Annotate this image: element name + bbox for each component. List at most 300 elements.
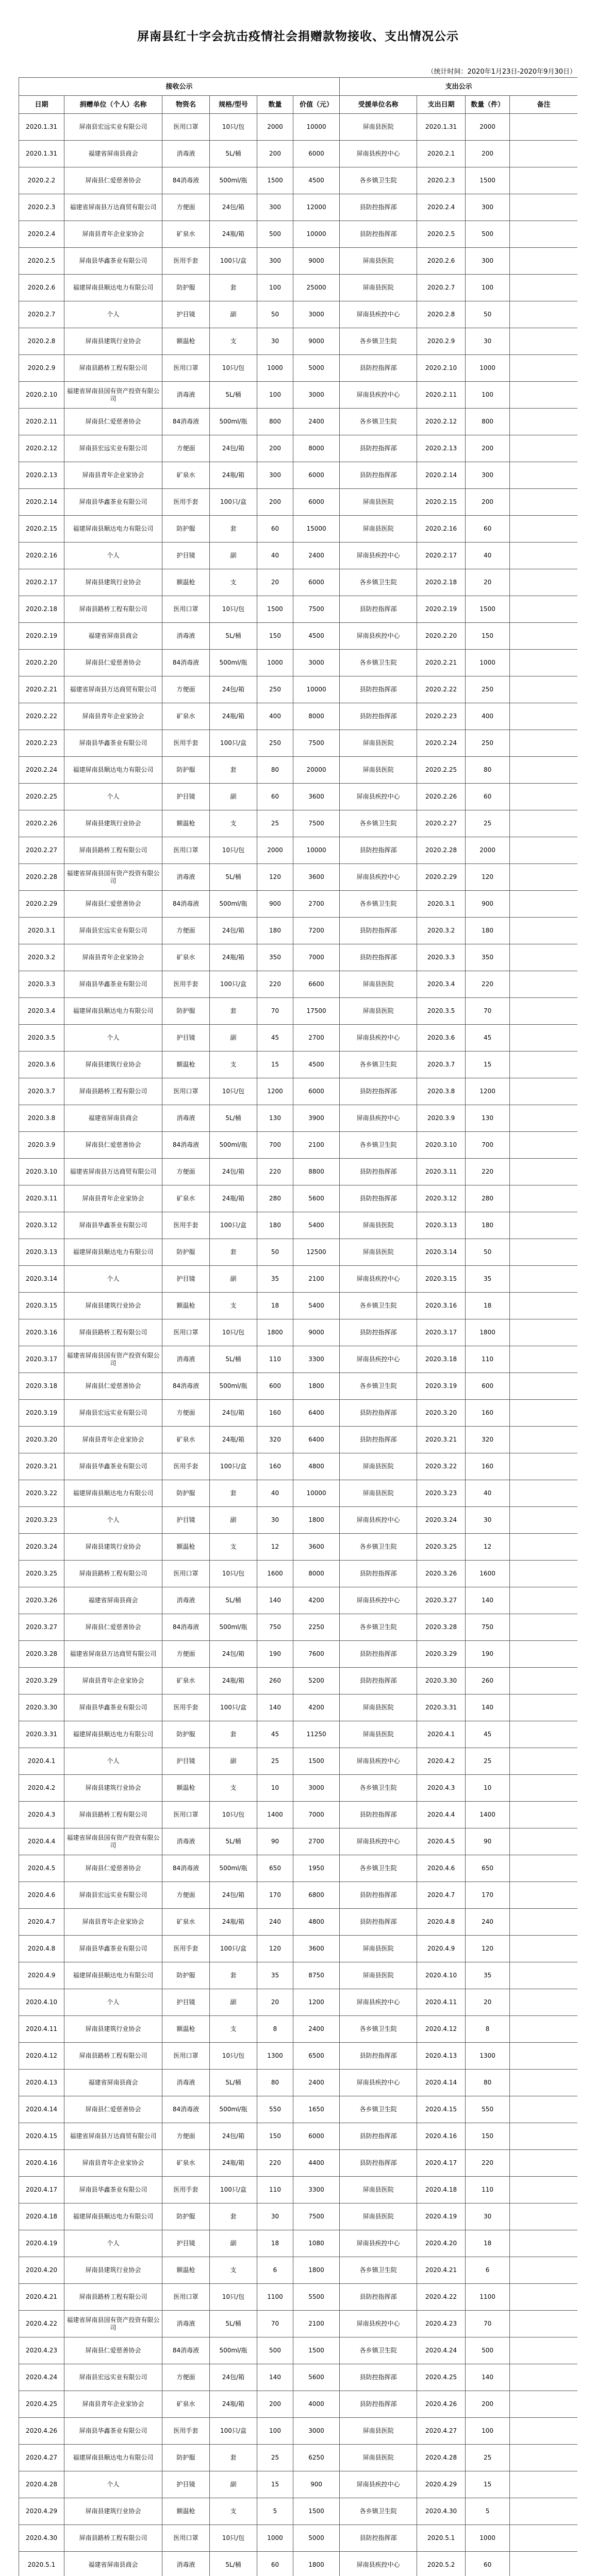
table-cell: 40 <box>257 543 293 569</box>
table-row <box>19 2204 578 2230</box>
table-cell: 2020.4.22 <box>417 2284 466 2311</box>
table-cell: 2020.3.19 <box>19 1400 64 1427</box>
table-cell: 2020.4.15 <box>19 2123 64 2150</box>
table-cell: 屏南县医院 <box>340 1694 417 1721</box>
table-cell: 40 <box>466 1480 510 1507</box>
table-cell: 2020.5.2 <box>417 2552 466 2576</box>
table-cell: 2020.3.1 <box>417 891 466 918</box>
table-cell: 2020.2.9 <box>19 355 64 382</box>
table-cell: 7200 <box>293 918 340 944</box>
table-cell: 2020.4.20 <box>417 2230 466 2257</box>
table-cell: 300 <box>257 194 293 221</box>
table-row <box>19 1319 578 1346</box>
table-row <box>19 918 578 944</box>
table-row <box>19 944 578 971</box>
table-cell: 医用手套 <box>162 1694 210 1721</box>
table-cell: 2020.4.12 <box>19 2043 64 2070</box>
table-cell <box>510 2123 577 2150</box>
table-cell: 5L/桶 <box>210 2070 257 2096</box>
table-cell: 30 <box>466 328 510 355</box>
table-cell: 100只/盒 <box>210 1694 257 1721</box>
table-cell: 5 <box>466 2498 510 2525</box>
table-cell <box>510 1480 577 1507</box>
table-row <box>19 730 578 757</box>
table-row <box>19 2284 578 2311</box>
table-cell: 100只/盒 <box>210 2418 257 2445</box>
table-cell: 套 <box>210 1480 257 1507</box>
table-row <box>19 1185 578 1212</box>
table-cell <box>510 516 577 543</box>
table-cell: 2020.4.18 <box>19 2204 64 2230</box>
table-cell: 84消毒液 <box>162 1614 210 1641</box>
table-cell: 4200 <box>293 1587 340 1614</box>
table-cell: 1800 <box>257 1319 293 1346</box>
table-cell: 15 <box>466 1052 510 1078</box>
table-cell: 100 <box>466 275 510 301</box>
table-cell: 900 <box>466 891 510 918</box>
table-cell: 屏南县仁爱慈善协会 <box>64 1373 162 1400</box>
table-cell: 医用口罩 <box>162 1802 210 1828</box>
table-cell: 2020.4.23 <box>19 2337 64 2364</box>
table-cell: 600 <box>257 1373 293 1400</box>
table-cell: 额温枪 <box>162 810 210 837</box>
table-cell: 医用手套 <box>162 1453 210 1480</box>
table-cell: 消毒液 <box>162 2070 210 2096</box>
table-cell: 防护服 <box>162 998 210 1025</box>
table-cell <box>510 1882 577 1909</box>
table-row <box>19 2525 578 2552</box>
table-cell: 500ml/瓶 <box>210 1855 257 1882</box>
table-cell: 2020.3.10 <box>417 1132 466 1159</box>
table-cell: 支 <box>210 328 257 355</box>
table-cell: 200 <box>257 141 293 167</box>
table-cell: 2020.2.19 <box>417 596 466 623</box>
column-header: 物资名 <box>162 96 210 114</box>
table-cell: 2020.2.7 <box>19 301 64 328</box>
table-cell <box>510 944 577 971</box>
table-cell: 24瓶/箱 <box>210 944 257 971</box>
table-cell: 屏南县路桥工程有限公司 <box>64 596 162 623</box>
table-cell <box>510 730 577 757</box>
table-cell: 100 <box>466 2418 510 2445</box>
table-cell <box>510 1427 577 1453</box>
table-cell: 2020.4.16 <box>19 2150 64 2177</box>
table-cell: 1000 <box>257 2525 293 2552</box>
table-cell: 900 <box>293 2471 340 2498</box>
table-cell: 9000 <box>293 1319 340 1346</box>
table-cell <box>510 167 577 194</box>
table-row <box>19 1828 578 1855</box>
table-cell: 矿泉水 <box>162 1427 210 1453</box>
table-cell: 30 <box>257 2204 293 2230</box>
table-row <box>19 2177 578 2204</box>
table-cell: 屏南县疾控中心 <box>340 2230 417 2257</box>
table-cell: 140 <box>466 1587 510 1614</box>
table-cell: 1800 <box>293 2552 340 2576</box>
table-cell: 医用口罩 <box>162 596 210 623</box>
table-row <box>19 167 578 194</box>
table-cell: 15 <box>257 2471 293 2498</box>
table-cell: 2020.3.27 <box>417 1587 466 1614</box>
table-cell <box>510 2177 577 2204</box>
table-cell: 屏南县医院 <box>340 757 417 784</box>
table-cell: 2020.4.30 <box>19 2525 64 2552</box>
table-cell <box>510 1694 577 1721</box>
table-cell: 各乡镇卫生院 <box>340 569 417 596</box>
table-cell: 80 <box>257 2070 293 2096</box>
table-cell: 防护服 <box>162 275 210 301</box>
table-cell: 2020.2.8 <box>417 301 466 328</box>
table-cell: 35 <box>466 1266 510 1293</box>
table-cell: 5L/桶 <box>210 1587 257 1614</box>
table-cell: 县防控指挥部 <box>340 1185 417 1212</box>
table-cell: 2020.3.17 <box>19 1346 64 1373</box>
table-cell: 屏南县仁爱慈善协会 <box>64 1614 162 1641</box>
table-cell: 2020.4.23 <box>417 2311 466 2337</box>
table-cell: 屏南县仁爱慈善协会 <box>64 167 162 194</box>
table-cell: 2020.2.5 <box>19 248 64 275</box>
table-cell: 屏南县疾控中心 <box>340 2311 417 2337</box>
table-row <box>19 1346 578 1373</box>
table-row <box>19 2418 578 2445</box>
table-cell: 套 <box>210 275 257 301</box>
table-row <box>19 1775 578 1802</box>
table-cell: 2020.2.27 <box>417 810 466 837</box>
table-cell: 2020.2.26 <box>19 810 64 837</box>
table-cell: 屏南县华鑫茶业有限公司 <box>64 1212 162 1239</box>
table-cell: 100只/盒 <box>210 971 257 998</box>
table-cell: 屏南县仁爱慈善协会 <box>64 2096 162 2123</box>
table-cell: 套 <box>210 2445 257 2471</box>
table-cell: 50 <box>257 1239 293 1266</box>
table-cell <box>510 1989 577 2016</box>
table-cell: 12 <box>466 1534 510 1561</box>
table-cell: 2020.3.11 <box>19 1185 64 1212</box>
table-cell: 1000 <box>466 650 510 676</box>
table-cell: 2020.5.1 <box>19 2552 64 2576</box>
table-cell: 24包/箱 <box>210 676 257 703</box>
column-header: 规格/型号 <box>210 96 257 114</box>
table-cell: 15 <box>257 1052 293 1078</box>
table-cell: 10只/包 <box>210 1802 257 1828</box>
table-cell: 2020.4.5 <box>19 1855 64 1882</box>
table-cell: 10 <box>257 1775 293 1802</box>
table-cell: 个人 <box>64 784 162 810</box>
table-cell: 24瓶/箱 <box>210 2391 257 2418</box>
table-cell: 2020.3.12 <box>19 1212 64 1239</box>
table-cell: 2020.2.11 <box>417 382 466 409</box>
table-cell: 各乡镇卫生院 <box>340 2096 417 2123</box>
table-cell: 屏南县建筑行业协会 <box>64 569 162 596</box>
table-cell: 2020.2.28 <box>19 864 64 891</box>
table-row <box>19 998 578 1025</box>
table-cell: 6 <box>466 2257 510 2284</box>
table-cell: 3600 <box>293 864 340 891</box>
table-cell: 5600 <box>293 1185 340 1212</box>
table-cell: 120 <box>257 864 293 891</box>
table-cell: 100只/盒 <box>210 1936 257 1962</box>
table-cell: 2020.3.11 <box>417 1159 466 1185</box>
table-cell: 消毒液 <box>162 1105 210 1132</box>
table-cell: 2250 <box>293 1614 340 1641</box>
table-cell: 套 <box>210 1239 257 1266</box>
table-cell: 2020.3.31 <box>19 1721 64 1748</box>
table-cell: 84消毒液 <box>162 891 210 918</box>
table-cell <box>510 1052 577 1078</box>
table-cell: 2020.3.14 <box>19 1266 64 1293</box>
table-cell: 130 <box>257 1105 293 1132</box>
table-cell: 1950 <box>293 1855 340 1882</box>
table-cell: 护目镜 <box>162 301 210 328</box>
table-cell: 支 <box>210 2498 257 2525</box>
table-cell: 福建屏南县顺达电力有限公司 <box>64 757 162 784</box>
table-cell: 500ml/瓶 <box>210 650 257 676</box>
table-cell: 支 <box>210 1052 257 1078</box>
table-cell: 2020.4.17 <box>417 2150 466 2177</box>
table-cell: 各乡镇卫生院 <box>340 1293 417 1319</box>
table-cell: 2700 <box>293 1025 340 1052</box>
table-cell: 屏南县疾控中心 <box>340 2070 417 2096</box>
table-cell: 医用手套 <box>162 489 210 516</box>
table-cell: 45 <box>466 1721 510 1748</box>
table-cell: 6400 <box>293 1400 340 1427</box>
table-row <box>19 248 578 275</box>
table-row <box>19 1641 578 1668</box>
table-cell <box>510 2418 577 2445</box>
table-cell: 45 <box>257 1721 293 1748</box>
table-cell: 5L/桶 <box>210 2311 257 2337</box>
table-cell: 屏南县医院 <box>340 489 417 516</box>
table-cell: 180 <box>257 1212 293 1239</box>
table-cell: 屏南县华鑫茶业有限公司 <box>64 489 162 516</box>
table-cell: 福建省屏南县商会 <box>64 2070 162 2096</box>
table-cell: 个人 <box>64 543 162 569</box>
table-cell <box>510 650 577 676</box>
table-cell: 屏南县仁爱慈善协会 <box>64 650 162 676</box>
table-row <box>19 2552 578 2576</box>
table-cell: 县防控指挥部 <box>340 1078 417 1105</box>
table-cell: 各乡镇卫生院 <box>340 810 417 837</box>
table-cell: 5200 <box>293 1668 340 1694</box>
table-cell: 护目镜 <box>162 1989 210 2016</box>
table-cell <box>510 1909 577 1936</box>
table-cell: 屏南县建筑行业协会 <box>64 1052 162 1078</box>
table-cell: 2020.3.28 <box>19 1641 64 1668</box>
table-cell: 屏南县医院 <box>340 2445 417 2471</box>
table-cell: 额温枪 <box>162 1293 210 1319</box>
table-cell: 24包/箱 <box>210 2364 257 2391</box>
table-cell: 方便面 <box>162 2123 210 2150</box>
table-cell: 2020.4.6 <box>417 1855 466 1882</box>
table-cell: 方便面 <box>162 1641 210 1668</box>
table-cell: 25 <box>257 2445 293 2471</box>
table-cell: 180 <box>466 918 510 944</box>
table-cell <box>510 489 577 516</box>
table-cell: 2020.2.12 <box>417 409 466 435</box>
table-cell <box>510 703 577 730</box>
table-cell: 县防控指挥部 <box>340 221 417 248</box>
table-cell: 额温枪 <box>162 2016 210 2043</box>
table-row <box>19 1748 578 1775</box>
table-cell: 1200 <box>257 1078 293 1105</box>
table-cell: 福建省屏南县万达商贸有限公司 <box>64 1159 162 1185</box>
table-cell: 福建屏南县顺达电力有限公司 <box>64 275 162 301</box>
table-cell: 屏南县疾控中心 <box>340 784 417 810</box>
table-cell <box>510 1373 577 1400</box>
table-cell: 3600 <box>293 784 340 810</box>
table-cell: 套 <box>210 1962 257 1989</box>
table-cell: 副 <box>210 1748 257 1775</box>
page-title: 屏南县红十字会抗击疫情社会捐赠款物接收、支出情况公示 <box>137 30 459 43</box>
table-cell: 18 <box>257 1293 293 1319</box>
table-row <box>19 891 578 918</box>
table-cell <box>510 1293 577 1319</box>
table-cell <box>510 1346 577 1373</box>
table-cell: 140 <box>466 2364 510 2391</box>
table-cell: 2020.3.14 <box>417 1239 466 1266</box>
table-cell <box>510 1132 577 1159</box>
table-cell: 7000 <box>293 944 340 971</box>
table-cell: 5L/桶 <box>210 2552 257 2576</box>
table-row <box>19 1480 578 1507</box>
column-header: 数量（件） <box>466 96 510 114</box>
table-cell: 800 <box>466 409 510 435</box>
table-row <box>19 1962 578 1989</box>
table-cell: 2020.3.25 <box>417 1534 466 1561</box>
table-cell: 消毒液 <box>162 382 210 409</box>
table-cell: 220 <box>466 1159 510 1185</box>
table-cell <box>510 221 577 248</box>
table-cell: 2020.2.20 <box>19 650 64 676</box>
table-cell: 额温枪 <box>162 1534 210 1561</box>
table-cell: 17500 <box>293 998 340 1025</box>
table-cell: 屏南县医院 <box>340 1453 417 1480</box>
table-cell: 2020.3.3 <box>19 971 64 998</box>
table-cell: 县防控指挥部 <box>340 2043 417 2070</box>
table-cell: 2020.3.15 <box>417 1266 466 1293</box>
table-row <box>19 1694 578 1721</box>
table-cell <box>510 1534 577 1561</box>
table-cell <box>510 462 577 489</box>
table-cell: 60 <box>257 784 293 810</box>
table-cell: 屏南县疾控中心 <box>340 1025 417 1052</box>
table-cell: 1200 <box>293 1989 340 2016</box>
table-cell: 650 <box>466 1855 510 1882</box>
table-cell: 县防控指挥部 <box>340 837 417 864</box>
table-cell: 屏南县疾控中心 <box>340 1105 417 1132</box>
table-cell: 2020.4.11 <box>417 1989 466 2016</box>
table-cell: 2020.4.26 <box>417 2391 466 2418</box>
table-cell: 1400 <box>466 1802 510 1828</box>
table-cell: 屏南县医院 <box>340 998 417 1025</box>
table-cell: 160 <box>257 1400 293 1427</box>
table-cell: 消毒液 <box>162 141 210 167</box>
table-cell: 护目镜 <box>162 2471 210 2498</box>
table-cell <box>510 2445 577 2471</box>
table-cell: 2020.3.10 <box>19 1159 64 1185</box>
table-cell: 160 <box>257 1453 293 1480</box>
table-cell: 2020.2.22 <box>417 676 466 703</box>
table-cell: 2020.4.9 <box>19 1962 64 1989</box>
table-cell: 24瓶/箱 <box>210 221 257 248</box>
table-cell: 1650 <box>293 2096 340 2123</box>
table-cell: 消毒液 <box>162 1828 210 1855</box>
table-cell: 2020.4.29 <box>19 2498 64 2525</box>
table-cell: 40 <box>257 1480 293 1507</box>
table-cell <box>510 757 577 784</box>
table-cell: 5L/桶 <box>210 382 257 409</box>
table-cell: 2020.3.17 <box>417 1319 466 1346</box>
table-cell: 3000 <box>293 382 340 409</box>
table-cell: 屏南县疾控中心 <box>340 623 417 650</box>
table-cell: 2020.2.20 <box>417 623 466 650</box>
table-cell: 25 <box>257 1748 293 1775</box>
column-header: 日期 <box>19 96 64 114</box>
table-cell: 医用手套 <box>162 2418 210 2445</box>
table-cell: 4500 <box>293 623 340 650</box>
table-cell: 消毒液 <box>162 1346 210 1373</box>
table-cell <box>510 1453 577 1480</box>
table-cell: 额温枪 <box>162 569 210 596</box>
table-cell: 防护服 <box>162 2204 210 2230</box>
table-cell: 2020.4.7 <box>19 1909 64 1936</box>
table-cell: 8000 <box>293 703 340 730</box>
table-row <box>19 1721 578 1748</box>
table-row <box>19 382 578 409</box>
table-cell: 100只/盒 <box>210 489 257 516</box>
table-cell: 60 <box>466 2552 510 2576</box>
table-cell: 屏南县华鑫茶业有限公司 <box>64 2418 162 2445</box>
table-cell: 各乡镇卫生院 <box>340 1373 417 1400</box>
table-cell: 12500 <box>293 1239 340 1266</box>
table-cell: 24包/箱 <box>210 1641 257 1668</box>
table-row <box>19 2311 578 2337</box>
table-cell: 医用手套 <box>162 1936 210 1962</box>
table-row <box>19 1855 578 1882</box>
table-cell: 2100 <box>293 1132 340 1159</box>
table-cell: 2020.2.14 <box>417 462 466 489</box>
table-row <box>19 676 578 703</box>
table-cell <box>510 1025 577 1052</box>
table-cell: 35 <box>466 1962 510 1989</box>
column-header: 价值（元） <box>293 96 340 114</box>
table-cell: 2020.2.29 <box>19 891 64 918</box>
table-row <box>19 1802 578 1828</box>
table-cell: 个人 <box>64 2230 162 2257</box>
table-cell: 2020.4.3 <box>19 1802 64 1828</box>
table-cell: 额温枪 <box>162 2498 210 2525</box>
table-cell <box>510 248 577 275</box>
table-cell: 各乡镇卫生院 <box>340 2257 417 2284</box>
table-row <box>19 409 578 435</box>
table-cell <box>510 543 577 569</box>
table-cell: 医用手套 <box>162 730 210 757</box>
table-cell <box>510 676 577 703</box>
table-cell: 190 <box>466 1641 510 1668</box>
table-cell: 8 <box>466 2016 510 2043</box>
table-cell: 2020.2.29 <box>417 864 466 891</box>
table-cell: 方便面 <box>162 676 210 703</box>
table-cell: 各乡镇卫生院 <box>340 1855 417 1882</box>
table-cell: 福建屏南县顺达电力有限公司 <box>64 1239 162 1266</box>
table-cell: 2020.4.8 <box>417 1909 466 1936</box>
table-cell: 2400 <box>293 2070 340 2096</box>
table-cell: 3300 <box>293 2177 340 2204</box>
table-cell: 70 <box>257 998 293 1025</box>
table-cell: 140 <box>257 1587 293 1614</box>
table-row <box>19 1587 578 1614</box>
table-cell: 屏南县医院 <box>340 248 417 275</box>
